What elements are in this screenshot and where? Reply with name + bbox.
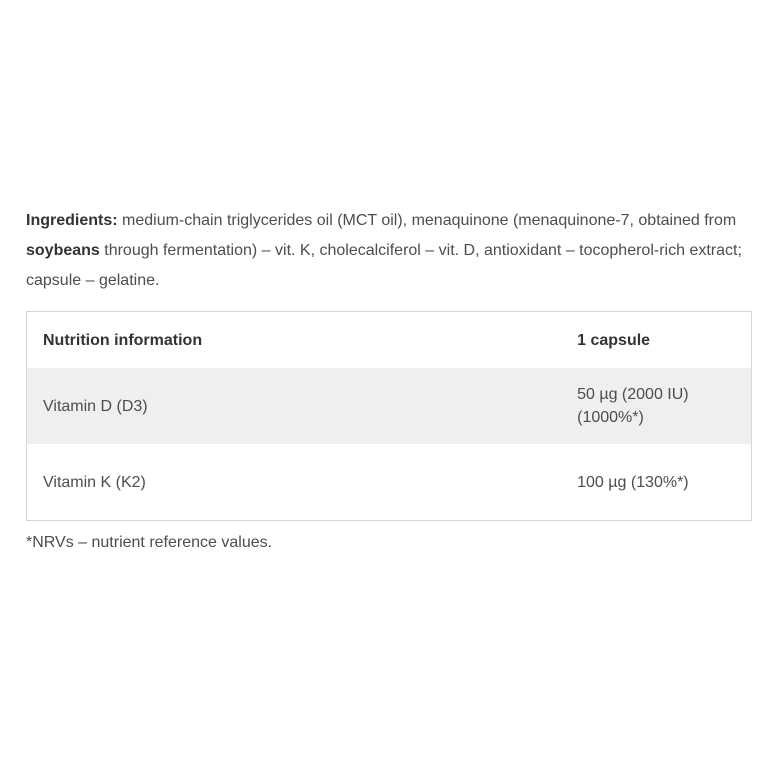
nutrient-value: 50 µg (2000 IU) (1000%*): [561, 368, 751, 444]
nutrient-name: Vitamin D (D3): [27, 368, 562, 444]
ingredients-text-start: medium-chain triglycerides oil (MCT oil), menaquinone (menaquinone-7, obtained from: [117, 212, 737, 229]
nutrient-value: 100 µg (130%*): [577, 473, 689, 491]
table-header-row: [27, 312, 752, 369]
table-row: [27, 368, 752, 444]
product-info: [26, 206, 752, 553]
nutrition-table: [26, 311, 752, 521]
nrv-footnote: *NRVs – nutrient reference values.: [26, 534, 273, 551]
header-per-capsule: 1 capsule: [577, 331, 651, 349]
nutrient-name: Vitamin K (K2): [43, 473, 146, 491]
ingredients-paragraph: [26, 206, 752, 296]
ingredients-text-end: through fermentation) – vit. K, cholecalciferol – vit. D, antioxidant – tocopherol-rich extract; capsule – gelatine.: [26, 242, 742, 289]
header-nutrition-information: Nutrition information: [43, 331, 203, 349]
table-row: [27, 444, 752, 521]
ingredients-label: Ingredients:: [26, 212, 118, 229]
allergen-soybeans: soybeans: [26, 242, 100, 259]
